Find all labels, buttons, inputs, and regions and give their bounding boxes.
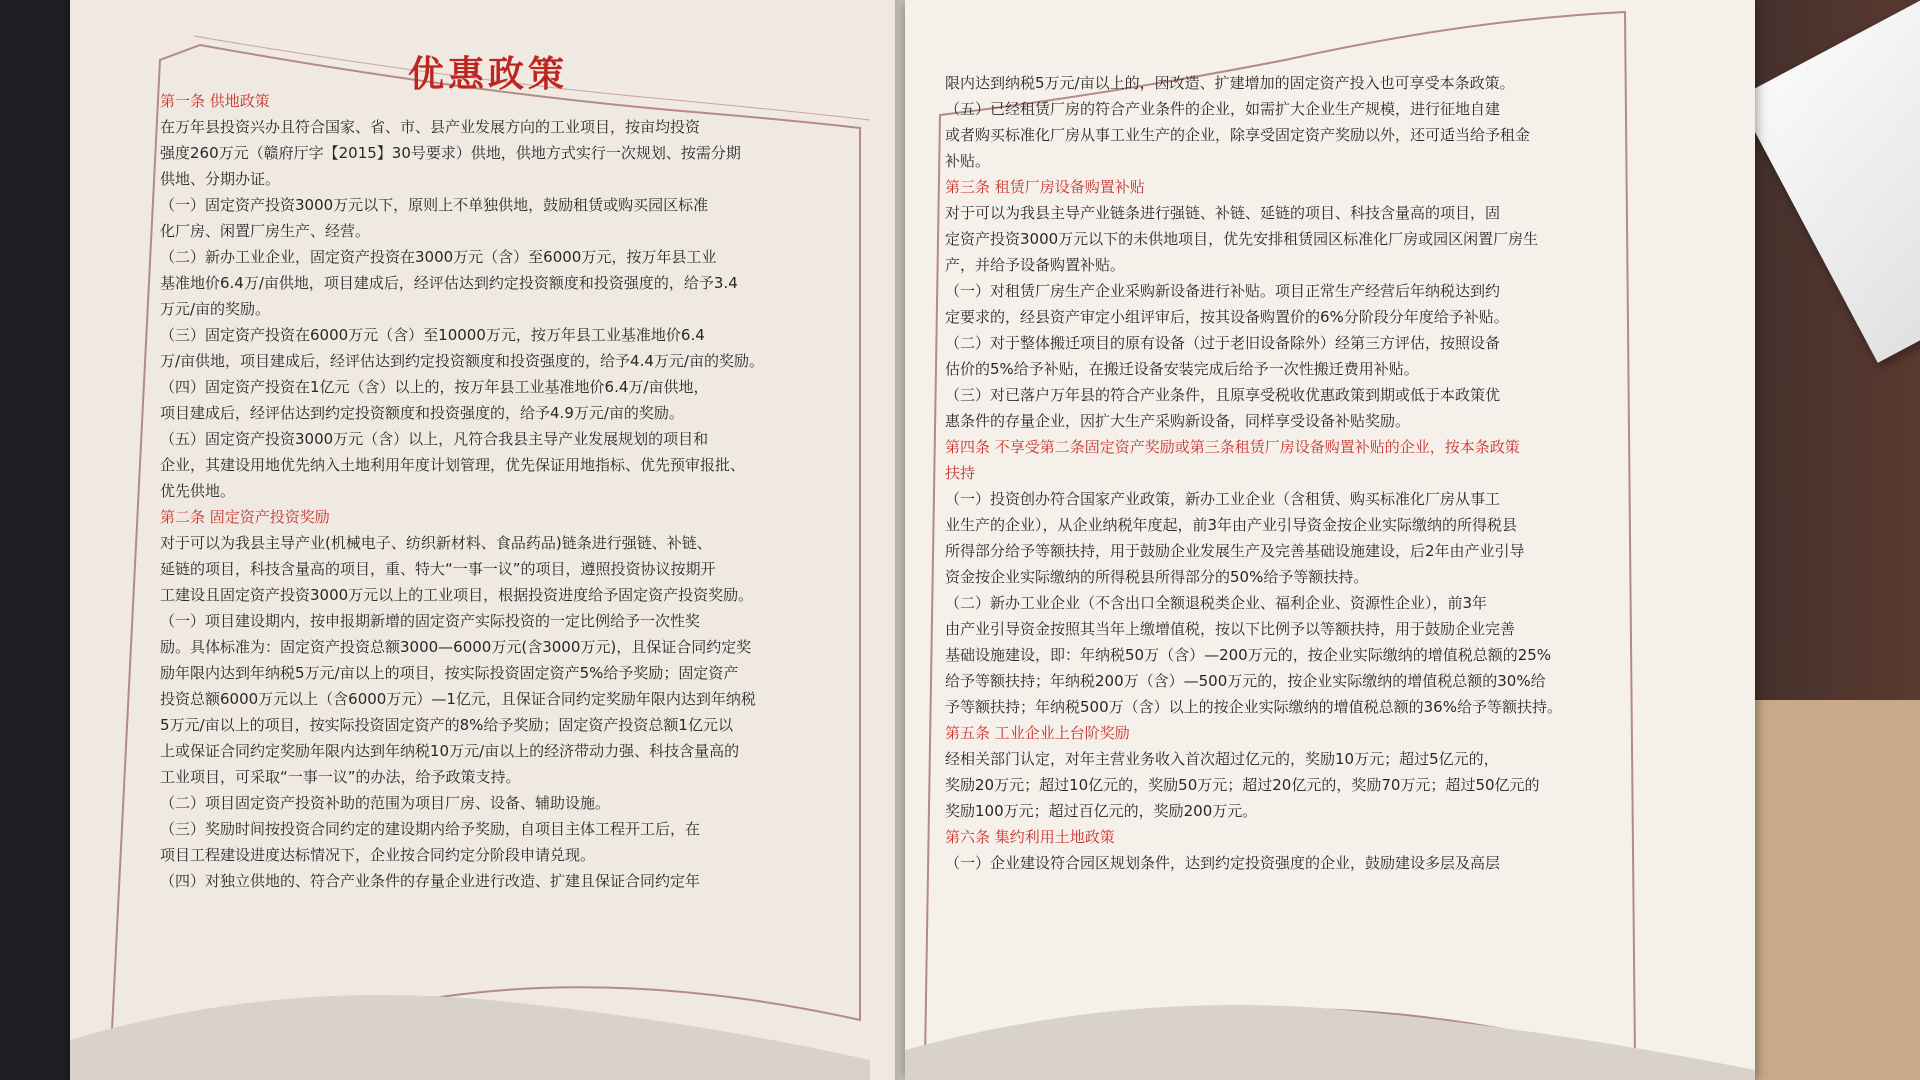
section-heading: 第一条 供地政策 <box>160 92 270 110</box>
text-line: 补贴。 <box>945 152 991 170</box>
text-line: 奖励100万元；超过百亿元的，奖励200万元。 <box>945 802 1258 820</box>
text-line: 延链的项目，科技含量高的项目，重、特大“一事一议”的项目，遵照投资协议按期开 <box>160 560 716 578</box>
text-line: 资金按企业实际缴纳的所得税县所得部分的50%给予等额扶持。 <box>945 568 1369 586</box>
text-line: （一）固定资产投资3000万元以下，原则上不单独供地，鼓励租赁或购买园区标准 <box>160 196 709 214</box>
section-heading: 第三条 租赁厂房设备购置补贴 <box>945 178 1145 196</box>
text-line: 产，并给予设备购置补贴。 <box>945 256 1126 274</box>
text-line: （一）投资创办符合国家产业政策，新办工业企业（含租赁、购买标准化厂房从事工 <box>945 490 1501 508</box>
text-line: 业生产的企业），从企业纳税年度起，前3年由产业引导资金按企业实际缴纳的所得税县 <box>945 516 1518 534</box>
text-line: 5万元/亩以上的项目，按实际投资固定资产的8%给予奖励；固定资产投资总额1亿元以 <box>160 716 733 734</box>
text-line: 定资产投资3000万元以下的未供地项目，优先安排租赁园区标准化厂房或园区闲置厂房生 <box>945 230 1539 248</box>
text-line: （一）对租赁厂房生产企业采购新设备进行补贴。项目正常生产经营后年纳税达到约 <box>945 282 1501 300</box>
section-heading: 第五条 工业企业上台阶奖励 <box>945 724 1130 742</box>
text-line: （四）固定资产投资在1亿元（含）以上的，按万年县工业基准地价6.4万/亩供地， <box>160 378 709 396</box>
text-line: 惠条件的存量企业，因扩大生产采购新设备，同样享受设备补贴奖励。 <box>945 412 1411 430</box>
text-line: 对于可以为我县主导产业(机械电子、纺织新材料、食品药品)链条进行强链、补链、 <box>160 534 712 552</box>
text-line: 奖励20万元；超过10亿元的，奖励50万元；超过20亿元的，奖励70万元；超过50亿元的 <box>945 776 1540 794</box>
text-line: （一）企业建设符合园区规划条件，达到约定投资强度的企业，鼓励建设多层及高层 <box>945 854 1501 872</box>
text-line: 万/亩供地，项目建成后，经评估达到约定投资额度和投资强度的，给予4.4万元/亩的奖励。 <box>160 352 764 370</box>
text-line: （三）固定资产投资在6000万元（含）至10000万元，按万年县工业基准地价6.4 <box>160 326 705 344</box>
left-page <box>70 0 915 1080</box>
text-line: 项目建成后，经评估达到约定投资额度和投资强度的，给予4.9万元/亩的奖励。 <box>160 404 684 422</box>
section-heading: 第四条 不享受第二条固定资产奖励或第三条租赁厂房设备购置补贴的企业，按本条政策 <box>945 438 1520 456</box>
text-line: 对于可以为我县主导产业链条进行强链、补链、延链的项目、科技含量高的项目，固 <box>945 204 1501 222</box>
text-line: 上或保证合同约定奖励年限内达到年纳税10万元/亩以上的经济带动力强、科技含量高的 <box>160 742 740 760</box>
text-line: （二）新办工业企业（不含出口全额退税类企业、福利企业、资源性企业），前3年 <box>945 594 1488 612</box>
page-title: 优惠政策 <box>408 53 569 95</box>
section-heading: 扶持 <box>945 464 976 482</box>
text-line: 化厂房、闲置厂房生产、经营。 <box>160 222 371 240</box>
text-line: （三）奖励时间按投资合同约定的建设期内给予奖励，自项目主体工程开工后，在 <box>160 820 701 838</box>
text-line: （二）项目固定资产投资补助的范围为项目厂房、设备、辅助设施。 <box>160 794 611 812</box>
text-line: 优先供地。 <box>160 482 236 500</box>
text-line: 予等额扶持；年纳税500万（含）以上的按企业实际缴纳的增值税总额的36%给予等额扶持。 <box>945 698 1562 716</box>
text-line: （一）项目建设期内，按申报期新增的固定资产实际投资的一定比例给予一次性奖 <box>160 612 701 630</box>
text-line: 励。具体标准为：固定资产投资总额3000—6000万元(含3000万元)，且保证合同约定奖 <box>160 638 752 656</box>
text-line: 给予等额扶持；年纳税200万（含）—500万元的，按企业实际缴纳的增值税总额的30%给 <box>945 672 1546 690</box>
text-line: （五）已经租赁厂房的符合产业条件的企业，如需扩大企业生产规模，进行征地自建 <box>945 100 1501 118</box>
right-page <box>905 0 1755 1080</box>
left-page-text <box>160 88 900 894</box>
text-line: （二）新办工业企业，固定资产投资在3000万元（含）至6000万元，按万年县工业 <box>160 248 717 266</box>
text-line: 经相关部门认定，对年主营业务收入首次超过亿元的，奖励10万元；超过5亿元的， <box>945 750 1499 768</box>
text-line: （三）对已落户万年县的符合产业条件，且原享受税收优惠政策到期或低于本政策优 <box>945 386 1501 404</box>
text-line: （四）对独立供地的、符合产业条件的存量企业进行改造、扩建且保证合同约定年 <box>160 872 701 890</box>
section-heading: 第二条 固定资产投资奖励 <box>160 508 330 526</box>
text-line: 定要求的，经县资产审定小组评审后，按其设备购置价的6%分阶段分年度给予补贴。 <box>945 308 1509 326</box>
text-line: （二）对于整体搬迁项目的原有设备（过于老旧设备除外）经第三方评估，按照设备 <box>945 334 1501 352</box>
text-line: 由产业引导资金按照其当年上缴增值税，按以下比例予以等额扶持，用于鼓励企业完善 <box>945 620 1516 638</box>
text-line: 励年限内达到年纳税5万元/亩以上的项目，按实际投资固定资产5%给予奖励；固定资产 <box>160 664 739 682</box>
text-line: 所得部分给予等额扶持，用于鼓励企业发展生产及完善基础设施建设，后2年由产业引导 <box>945 542 1525 560</box>
text-line: 企业，其建设用地优先纳入土地利用年度计划管理，优先保证用地指标、优先预审报批、 <box>160 456 746 474</box>
text-line: 工建设且固定资产投资3000万元以上的工业项目，根据投资进度给予固定资产投资奖励。 <box>160 586 754 604</box>
text-line: 供地、分期办证。 <box>160 170 281 188</box>
right-page-text <box>945 70 1735 876</box>
text-line: 工业项目，可采取“一事一议”的办法，给予政策支持。 <box>160 768 521 786</box>
text-line: 估价的5%给予补贴，在搬迁设备安装完成后给予一次性搬迁费用补贴。 <box>945 360 1419 378</box>
text-line: 项目工程建设进度达标情况下，企业按合同约定分阶段申请兑现。 <box>160 846 596 864</box>
text-line: 限内达到纳税5万元/亩以上的，因改造、扩建增加的固定资产投入也可享受本条政策。 <box>945 74 1515 92</box>
text-line: 基础设施建设，即：年纳税50万（含）—200万元的，按企业实际缴纳的增值税总额的25% <box>945 646 1552 664</box>
text-line: 强度260万元（赣府厅字【2015】30号要求）供地，供地方式实行一次规划、按需分期 <box>160 144 741 162</box>
text-line: 基准地价6.4万/亩供地，项目建成后，经评估达到约定投资额度和投资强度的，给予3.4 <box>160 274 738 292</box>
text-line: 或者购买标准化厂房从事工业生产的企业，除享受固定资产奖励以外，还可适当给予租金 <box>945 126 1531 144</box>
text-line: （五）固定资产投资3000万元（含）以上，凡符合我县主导产业发展规划的项目和 <box>160 430 709 448</box>
text-line: 万元/亩的奖励。 <box>160 300 271 318</box>
text-line: 投资总额6000万元以上（含6000万元）—1亿元，且保证合同约定奖励年限内达到年纳税 <box>160 690 756 708</box>
text-line: 在万年县投资兴办且符合国家、省、市、县产业发展方向的工业项目，按亩均投资 <box>160 118 701 136</box>
section-heading: 第六条 集约利用土地政策 <box>945 828 1115 846</box>
